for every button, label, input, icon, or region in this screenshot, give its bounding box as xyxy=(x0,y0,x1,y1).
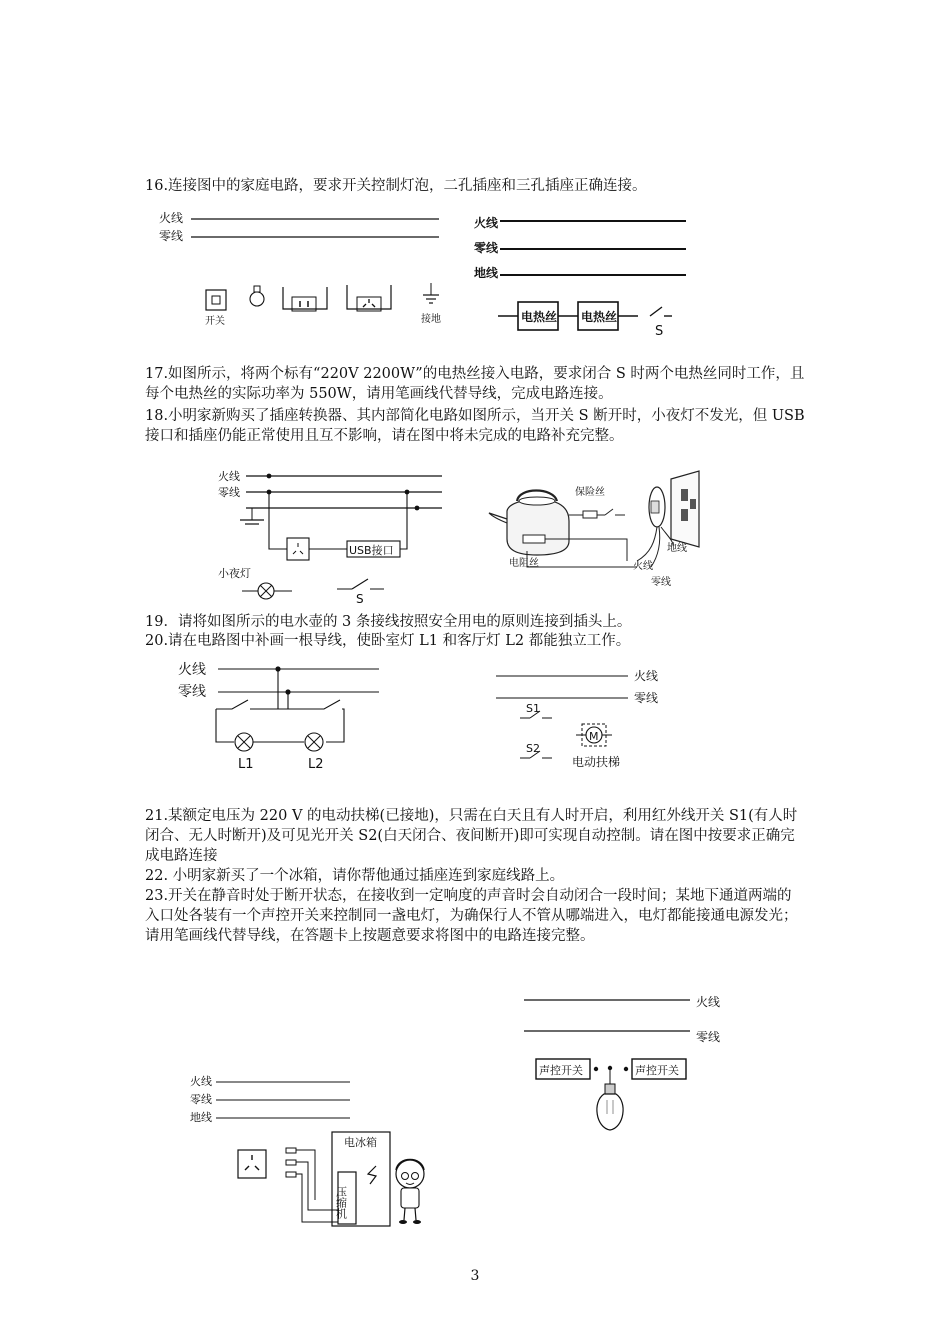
figure-23-circuit xyxy=(520,988,730,1138)
question-20: 20.请在电路图中补画一根导线，使卧室灯 L1 和客厅灯 L2 都能独立工作。 xyxy=(145,633,631,649)
fig16-ground-label: 接地 xyxy=(421,314,441,325)
question-19: 19．请将如图所示的电水壶的 3 条接线按照安全用电的原则连接到插头上。 xyxy=(145,614,632,630)
figure-22-fridge xyxy=(180,1070,435,1235)
fig22-compressor-label: 压缩机 xyxy=(334,1186,348,1219)
question-23: 23.开关在静音时处于断开状态，在接收到一定响度的声音时会自动闭合一段时间；某地下通道两端的入口处各装有一个声控开关来控制同一盏电灯，为确保行人不管从哪端进入，电灯都能接通电源发光；请用笔画线代替导线，在答题卡上按题意要求将图中的电路连接完整。 xyxy=(145,888,798,944)
question-18: 18.小明家新购买了插座转换器、其内部简化电路如图所示，当开关 S 断开时，小夜灯不发光，但 USB 接口和插座仍能正常使用且互不影响，请在图中将未完成的电路补充完整。 xyxy=(145,408,805,444)
fig23-switch-left-label: 声控开关 xyxy=(539,1064,583,1077)
fig18-switch-icon xyxy=(337,579,384,589)
fig22-live-label: 火线 xyxy=(190,1075,212,1088)
fig17-heater-2-label: 电热丝 xyxy=(581,310,618,324)
fig19-live-label: 火线 xyxy=(633,561,653,572)
figure-17-circuit xyxy=(472,207,692,342)
figure-18-circuit xyxy=(212,465,447,605)
fig20-lamp-1-label: L1 xyxy=(238,757,254,772)
fig18-live-label: 火线 xyxy=(218,470,240,483)
question-21: 21.某额定电压为 220 V 的电动扶梯(已接地)，只需在白天且有人时开启，利用红外线开关 S1(有人时闭合、无人时断开)及可见光开关 S2(白天闭合、夜间断开)即可实现自动控制。请在图中按要求正确完成电路连接 xyxy=(145,808,798,864)
fig18-switch-label: S xyxy=(356,592,364,605)
fig20-lamp-2-label: L2 xyxy=(308,757,324,772)
fig17-earth-label: 地线 xyxy=(474,266,499,280)
fig21-live-label: 火线 xyxy=(634,669,659,683)
fig19-kettle-icon xyxy=(489,491,569,556)
fig16-three-hole-socket-icon xyxy=(347,285,391,311)
fig16-bulb-icon xyxy=(250,286,264,306)
fig21-motor-label: M xyxy=(589,730,599,743)
fig23-neutral-label: 零线 xyxy=(696,1030,721,1044)
fig19-earth-label: 地线 xyxy=(667,543,687,554)
fig22-plug-icon xyxy=(286,1148,338,1222)
fig22-fridge-label: 电冰箱 xyxy=(344,1136,377,1149)
fig20-neutral-label: 零线 xyxy=(178,684,206,700)
fig21-escalator-label: 电动扶梯 xyxy=(572,755,621,769)
fig22-socket-icon xyxy=(238,1150,266,1178)
fig16-switch-label: 开关 xyxy=(205,316,225,327)
fig20-lamp-1-icon xyxy=(235,733,253,751)
fig23-live-label: 火线 xyxy=(696,995,721,1009)
question-22: 22. 小明家新买了一个冰箱，请你帮他通过插座连到家庭线路上。 xyxy=(145,868,565,884)
question-17: 17.如图所示，将两个标有“220V 2200W”的电热丝接入电路，要求闭合 S 时两个电热丝同时工作，且每个电热丝的实际功率为 550W，请用笔画线代替导线，完成电路连接。 xyxy=(145,366,805,402)
fig21-s2-label: S2 xyxy=(526,742,540,755)
fig16-switch-icon xyxy=(206,290,226,310)
fig22-earth-label: 地线 xyxy=(190,1111,212,1124)
question-16: 16.连接图中的家庭电路，要求开关控制灯泡，二孔插座和三孔插座正确连接。 xyxy=(145,178,647,194)
page-number: 3 xyxy=(470,1268,480,1284)
fig16-ground-icon xyxy=(423,283,439,303)
fig18-night-light-label: 小夜灯 xyxy=(218,567,251,580)
fig16-neutral-label: 零线 xyxy=(159,229,184,243)
fig21-motor-icon xyxy=(576,724,612,746)
fig20-lamp-2-icon xyxy=(305,733,323,751)
fig18-neutral-label: 零线 xyxy=(218,486,240,499)
fig19-resistor-label: 电阻丝 xyxy=(509,558,539,569)
fig16-live-label: 火线 xyxy=(159,211,184,225)
fig18-usb-label: USB接口 xyxy=(349,544,394,557)
fig23-switch-right-label: 声控开关 xyxy=(635,1064,679,1077)
figure-16-circuit xyxy=(155,207,455,332)
fig16-two-hole-socket-icon xyxy=(283,287,327,311)
fig17-switch-label: S xyxy=(655,324,664,339)
fig22-boy-icon xyxy=(396,1160,424,1225)
fig21-s1-label: S1 xyxy=(526,702,540,715)
figure-19-kettle xyxy=(487,465,705,595)
fig17-heater-1-label: 电热丝 xyxy=(521,310,558,324)
fig19-neutral-label: 零线 xyxy=(651,577,671,588)
fig17-neutral-label: 零线 xyxy=(474,241,499,255)
fig22-neutral-label: 零线 xyxy=(190,1093,212,1106)
fig20-live-label: 火线 xyxy=(178,662,206,678)
fig19-fuse-label: 保险丝 xyxy=(575,487,605,498)
figure-21-circuit xyxy=(490,660,670,775)
fig17-live-label: 火线 xyxy=(474,216,499,230)
fig23-bulb-icon xyxy=(597,1068,623,1130)
fig17-switch-icon xyxy=(650,307,672,316)
figure-20-circuit xyxy=(174,656,384,774)
fig19-plug-icon xyxy=(637,487,673,567)
fig21-neutral-label: 零线 xyxy=(634,691,659,705)
fig19-wall-socket-icon xyxy=(671,471,699,547)
fig18-night-light-icon xyxy=(242,583,292,599)
